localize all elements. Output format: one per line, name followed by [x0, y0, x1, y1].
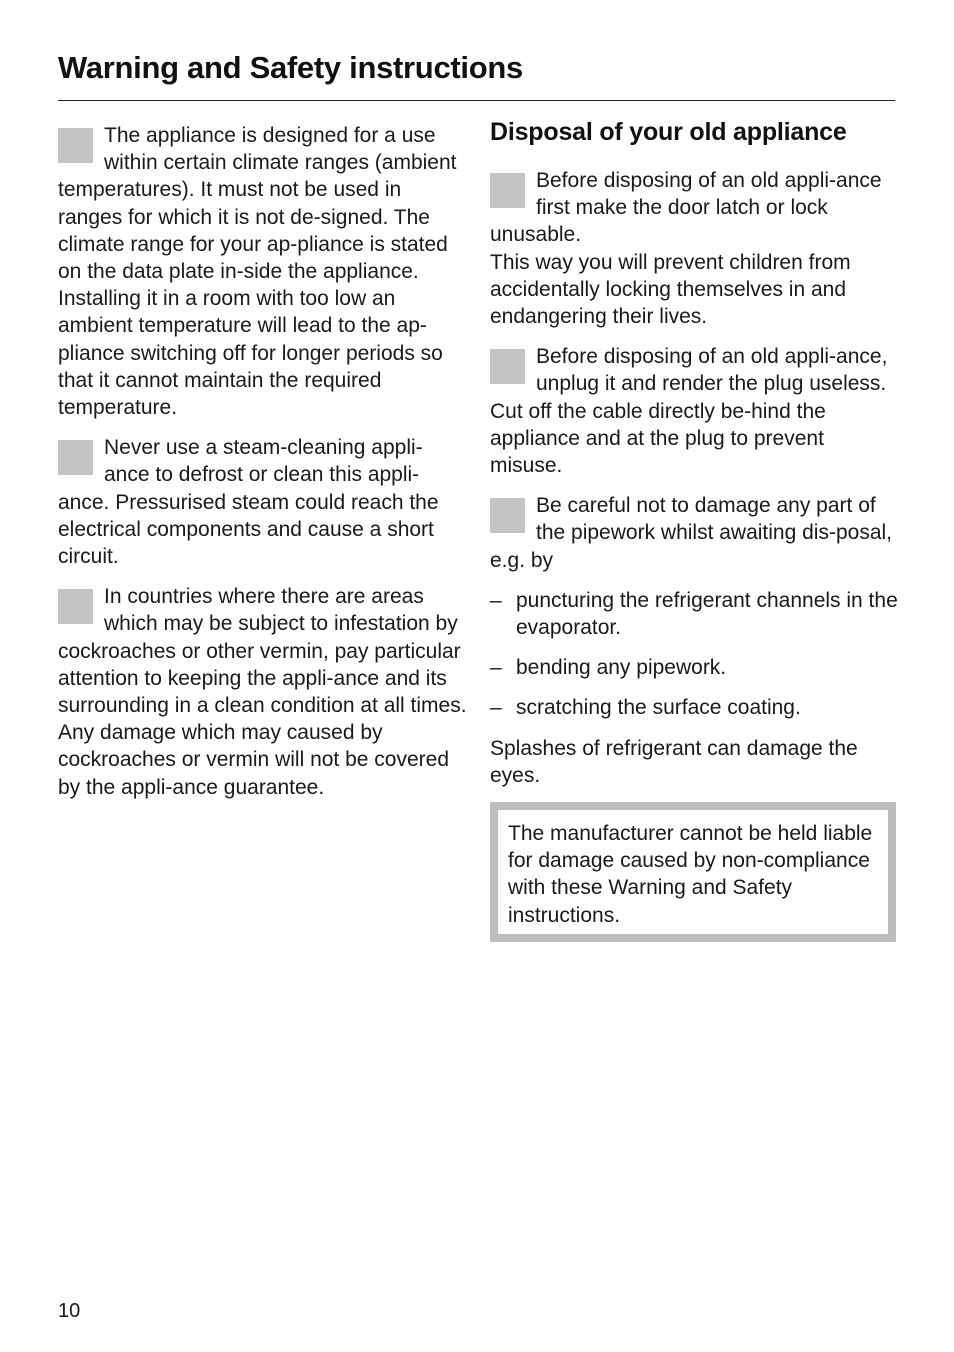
vermin-warning-text: In countries where there are areas which may be subject to infestation by cockroaches or other vermin, pay particular attention to keeping the appli-ance and its surrounding in a clean condition at all times. Any damage which may caused by cockroaches or vermin will not be covered by the appli-ance guarantee. — [58, 585, 467, 799]
dash-bullet: – — [490, 588, 502, 612]
door-latch-text: Before disposing of an old appli-ance first make the door latch or lock unusable. — [490, 169, 882, 247]
refrigerant-closing: Splashes of refrigerant can damage the eyes. — [490, 736, 858, 787]
list-item — [490, 694, 900, 721]
vermin-warning — [58, 583, 468, 801]
warning-marker-icon — [58, 128, 93, 163]
door-latch-continuation: This way you will prevent children from accidentally locking themselves in and endangering their lives. — [490, 250, 851, 329]
dash-bullet: – — [490, 656, 502, 680]
list-item — [490, 654, 900, 681]
warning-marker-icon — [58, 589, 93, 624]
climate-warning-text: The appliance is designed for a use within certain climate ranges (ambient temperatures). It must not be used in ranges for which it is not de-signed. The climate range for your ap-pliance is stated on the data plate in-side the appliance. — [58, 124, 457, 284]
unplug-warning — [490, 343, 900, 479]
liability-notice-box — [490, 802, 896, 942]
unplug-warning-text: Before disposing of an old appli-ance, unplug it and render the plug useless. Cut off the cable directly be-hind the appliance and at the plug to prevent misuse. — [490, 345, 888, 478]
climate-warning-continuation: Installing it in a room with too low an ambient temperature will lead to the ap-pliance switching off for longer periods so that it cannot maintain the required temperature. — [58, 287, 443, 420]
disposal-heading: Disposal of your old appliance — [490, 118, 847, 146]
warning-marker-icon — [490, 349, 525, 384]
page-title: Warning and Safety instructions — [58, 50, 523, 85]
page-number: 10 — [58, 1300, 81, 1322]
steam-cleaning-warning — [58, 434, 468, 570]
dash-bullet: – — [490, 696, 502, 720]
door-latch-warning — [490, 167, 900, 330]
list-item — [490, 587, 900, 641]
title-rule — [58, 100, 895, 101]
climate-warning — [58, 122, 468, 421]
warning-marker-icon — [490, 498, 525, 533]
list-item-text: scratching the surface coating. — [516, 696, 801, 720]
warning-marker-icon — [58, 440, 93, 475]
liability-notice-text: The manufacturer cannot be held liable for damage caused by non-compliance with these Warning and Safety instructions. — [508, 822, 873, 927]
pipework-damage-list — [490, 587, 900, 722]
steam-cleaning-text: Never use a steam-cleaning appli-ance to defrost or clean this appli-ance. Pressurised steam could reach the electrical components and cause a short circuit. — [58, 436, 439, 569]
left-column — [58, 122, 468, 814]
pipework-warning — [490, 492, 900, 574]
warning-marker-icon — [490, 173, 525, 208]
right-column — [490, 118, 900, 942]
list-item-text: puncturing the refrigerant channels in the evaporator. — [516, 588, 898, 640]
pipework-warning-text: Be careful not to damage any part of the pipework whilst awaiting dis-posal, e.g. by — [490, 494, 893, 572]
list-item-text: bending any pipework. — [516, 656, 727, 680]
